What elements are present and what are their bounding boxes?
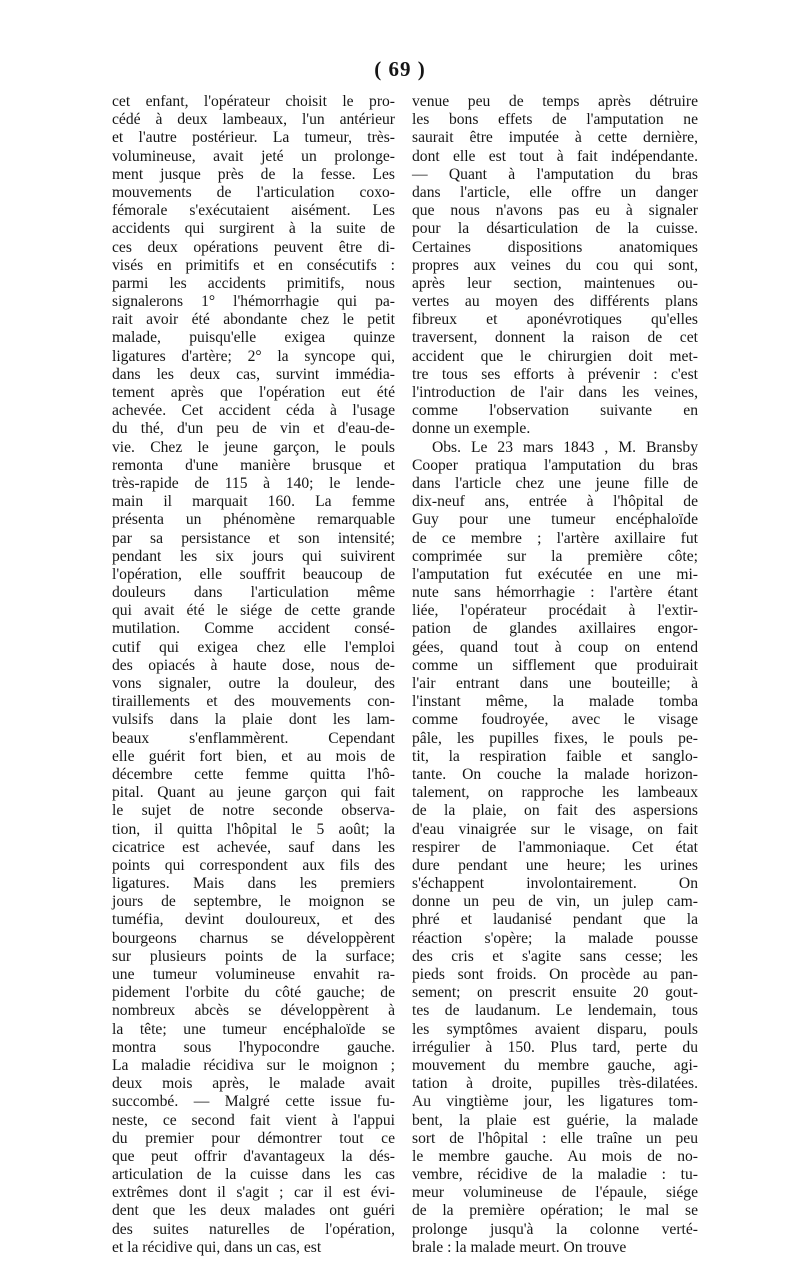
text-line: réaction s'opère; la malade pousse [412,929,698,947]
text-line: d'eau vinaigrée sur le visage, on fait [412,820,698,838]
text-line: ligatures d'artère; 2° la syncope qui, [112,347,395,365]
text-line: liée, l'opérateur procédait à l'extir- [412,602,698,620]
text-line: comme l'observation suivante en [412,402,698,420]
text-line: dent que les deux malades ont guéri [112,1202,395,1220]
text-line: par sa persistance et son intensité; [112,529,395,547]
text-line: cicatrice est achevée, sauf dans les [112,838,395,856]
text-line: Au vingtième jour, les ligatures tom- [412,1093,698,1111]
text-line: elle guérit fort bien, et au mois de [112,747,395,765]
text-line: nute sans hémorrhagie : l'artère étant [412,584,698,602]
text-line: cet enfant, l'opérateur choisit le pro- [112,93,395,110]
text-line: ment jusque près de la fesse. Les [112,165,395,183]
text-line: dure pendant une heure; les urines [412,856,698,874]
text-line: parmi les accidents primitifs, nous [112,274,395,292]
text-line: pation de glandes axillaires engor- [412,620,698,638]
text-line: l'opération, elle souffrit beaucoup de [112,565,395,583]
text-line: vulsifs dans la plaie dont les lam- [112,711,395,729]
text-line: de la plaie, on fait des aspersions [412,802,698,820]
text-line: décembre cette femme quitta l'hô- [112,765,395,783]
text-line: traversent, donnent la raison de cet [412,329,698,347]
text-line: Certaines dispositions anatomiques [412,238,698,256]
text-line: l'amputation fut exécutée en une mi- [412,565,698,583]
text-line: irrégulier à 150. Plus tard, perte du [412,1038,698,1056]
text-line: douleurs dans l'articulation même [112,584,395,602]
page-number: ( 69 ) [374,57,426,81]
text-line: main il marquait 160. La femme [112,493,395,511]
text-line: — Quant à l'amputation du bras [412,165,698,183]
text-line: rait avoir été abondante chez le petit [112,311,395,329]
text-line: tiraillements et des mouvements con- [112,693,395,711]
text-line: mouvement du membre gauche, agi- [412,1056,698,1074]
text-line: présenta un phénomène remarquable [112,511,395,529]
text-line: la tête; une tumeur encéphaloïde se [112,1020,395,1038]
text-line: neste, ce second fait vient à l'appui [112,1111,395,1129]
text-line: pidement l'orbite du côté gauche; de [112,984,395,1002]
text-line: brale : la malade meurt. On trouve [412,1238,627,1256]
text-line: phré et laudanisé pendant que la [412,911,698,929]
text-line: malade, puisqu'elle exigea quinze [112,329,395,347]
text-line: visés en primitifs et en consécutifs : [112,256,395,274]
text-line: vertes au moyen des différents plans [412,293,698,311]
text-line: ligatures. Mais dans les premiers [112,875,395,893]
text-line: achevée. Cet accident céda à l'usage [112,402,395,420]
text-line: vie. Chez le jeune garçon, le pouls [112,438,395,456]
text-line: l'instant même, la malade tomba [412,693,698,711]
text-line: venue peu de temps après détruire [412,93,698,110]
text-line: le sujet de notre seconde observa- [112,802,395,820]
text-line: sort de l'hôpital : elle traîne un peu [412,1129,698,1147]
text-line: l'air entrant dans une bouteille; à [412,675,698,692]
text-line: nombreux abcès se développèrent à [112,1002,395,1020]
text-line: du premier pour démontrer tout ce [112,1129,395,1147]
text-line: succombé. — Malgré cette issue fu- [112,1093,395,1111]
text-line: les bons effets de l'amputation ne [412,111,698,129]
text-line: comme foudroyée, avec le visage [412,711,698,729]
text-line: prolonge jusqu'à la colonne verté- [412,1220,698,1238]
text-line: comprimée sur la première côte; [412,547,698,565]
text-line: bent, la plaie est guérie, la malade [412,1111,698,1129]
text-line: vons signaler, outre la douleur, des [112,675,395,692]
text-line: volumineuse, avait jeté un prolonge- [112,147,395,165]
text-line: vembre, récidive de la maladie : tu- [412,1166,698,1184]
text-line: dont elle est tout à fait indépendante. [412,147,698,165]
text-line: saurait être imputée à cette dernière, [412,129,698,147]
text-line: dans l'article, elle offre un danger [412,183,698,201]
text-line: extrêmes dont il s'agit ; car il est évi- [112,1184,395,1202]
text-line: comme un sifflement que produirait [412,656,698,674]
text-line: et la récidive qui, dans un cas, est [112,1238,322,1256]
text-line: Guy pour une tumeur encéphaloïde [412,511,698,529]
text-line: signalerons 1° l'hémorrhagie qui pa- [112,293,395,311]
text-line: et l'autre postérieur. La tumeur, très- [112,129,395,147]
text-line: donne un peu de vin, un julep cam- [412,893,698,911]
text-line: mouvements de l'articulation coxo- [112,183,395,201]
text-line: pendant les six jours qui suivirent [112,547,395,565]
text-line: que peut offrir d'avantageux la dés- [112,1147,395,1165]
text-line: tion, il quitta l'hôpital le 5 août; la [112,820,395,838]
text-line: propres aux veines du cou qui sont, [412,256,698,274]
text-line: tante. On couche la malade horizon- [412,765,698,783]
text-line: accidents qui surgirent à la suite de [112,220,395,238]
text-line: montra sous l'hypocondre gauche. [112,1038,395,1056]
text-line: des suites naturelles de l'opération, [112,1220,395,1238]
text-line: cutif qui exigea chez elle l'emploi [112,638,395,656]
text-line: points qui correspondent aux fils des [112,856,395,874]
text-line: s'échappent involontairement. On [412,875,698,893]
text-line: donne un exemple. [412,420,531,438]
text-line: après leur section, maintenues ou- [412,274,698,292]
text-line: pieds sont froids. On procède au pan- [412,966,698,983]
text-line: dans l'article chez une jeune fille de [412,474,698,492]
right-column [412,93,698,1257]
text-line: bourgeons charnus se développèrent [112,929,395,947]
text-line: que nous n'avons pas eu à signaler [412,202,698,220]
text-line: une tumeur volumineuse envahit ra- [112,966,395,983]
text-line: qui avait été le siége de cette grande [112,602,395,620]
text-line: dans les deux cas, survint immédia- [112,365,395,383]
text-line: de ce membre ; l'artère axillaire fut [412,529,698,547]
left-column [112,93,395,1257]
text-line: Cooper pratiqua l'amputation du bras [412,456,698,474]
text-line: dix-neuf ans, entrée à l'hôpital de [412,493,698,511]
text-line: tit, la respiration faible et sanglo- [412,747,698,765]
text-line: pital. Quant au jeune garçon qui fait [112,784,395,802]
text-line: beaux s'enflammèrent. Cependant [112,729,395,747]
text-line: tes de laudanum. Le lendemain, tous [412,1002,698,1020]
text-line: pour la désarticulation de la cuisse. [412,220,698,238]
text-line: très-rapide de 115 à 140; le lende- [112,474,395,492]
text-line: articulation de la cuisse dans les cas [112,1166,395,1184]
text-line: respirer de l'ammoniaque. Cet état [412,838,698,856]
text-line: pâle, les pupilles fixes, le pouls pe- [412,729,698,747]
text-line: de la première opération; le mal se [412,1202,698,1220]
text-line: remonta d'une manière brusque et [112,456,395,474]
text-line: tre tous ses efforts à prévenir : c'est [412,365,698,383]
text-line: tuméfia, devint douloureux, et des [112,911,395,929]
text-line: cédé à deux lambeaux, l'un antérieur [112,111,395,129]
text-line: du thé, d'un peu de vin et d'eau-de- [112,420,395,438]
text-line: ces deux opérations peuvent être di- [112,238,395,256]
text-line: jours de septembre, le moignon se [112,893,395,911]
text-line: des cris et s'agite sans cesse; les [412,947,698,965]
text-line: mutilation. Comme accident consé- [112,620,395,638]
text-line: fibreux et aponévrotiques qu'elles [412,311,698,329]
text-line: tement après que l'opération eut été [112,384,395,401]
text-line: deux mois après, le malade avait [112,1075,395,1093]
text-line: l'introduction de l'air dans les veines, [412,384,698,401]
text-line: les symptômes avaient disparu, pouls [412,1020,698,1038]
text-line: le membre gauche. Au mois de no- [412,1147,698,1165]
text-line: Obs. Le 23 mars 1843 , M. Bransby [432,438,698,456]
text-line: La maladie récidiva sur le moignon ; [112,1056,395,1074]
text-line: talement, on rapproche les lambeaux [412,784,698,802]
text-line: sur plusieurs points de la surface; [112,947,395,965]
text-line: fémorale s'exécutaient aisément. Les [112,202,395,220]
text-line: meur volumineuse de l'épaule, siége [412,1184,698,1202]
text-line: accident que le chirurgien doit met- [412,347,698,365]
text-line: des opiacés à haute dose, nous de- [112,656,395,674]
text-line: gées, quand tout à coup on entend [412,638,698,656]
text-line: tation à droite, pupilles très-dilatées. [412,1075,698,1093]
text-line: sement; on prescrit ensuite 20 gout- [412,984,698,1002]
